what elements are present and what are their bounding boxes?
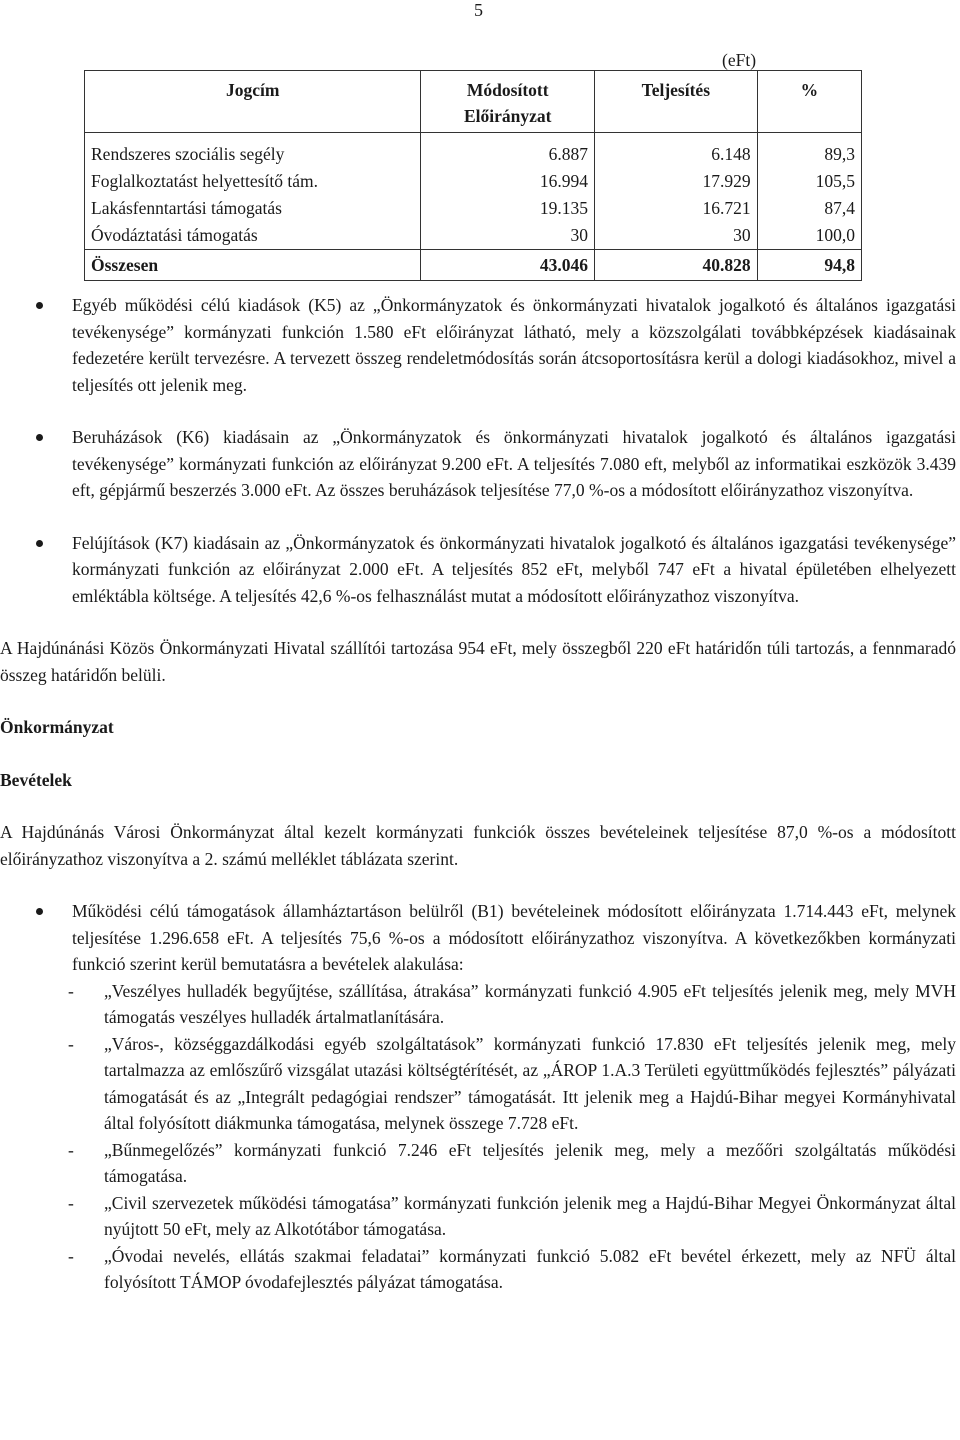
- dash-marker: -: [68, 1192, 74, 1213]
- table-row: [85, 222, 862, 250]
- dash-marker: -: [68, 1245, 74, 1266]
- page-number: 5: [474, 0, 483, 20]
- header-percent: %: [757, 71, 861, 133]
- row-actual: 30: [595, 222, 758, 250]
- bullet-icon: [36, 908, 43, 915]
- total-modified: 43.046: [421, 250, 595, 281]
- row-actual: 17.929: [595, 168, 758, 195]
- row-percent: 105,5: [757, 168, 861, 195]
- dash-text: „Város-, községgazdálkodási egyéb szolgáltatások” kormányzati funkció 17.830 eFt teljesítés jelenik meg, mely tartalmazza az emlőszűrő vizsgálat utazási költségtérítését, az „ÁROP 1.A.3 Területi együttműködés fejlesztés” pályázati támogatását és az „Integrált pedagógiai rendszer” támogatását. Itt jelenik meg a Hajdú-Bihar megyei Kormányhivatal által folyósított diákmunka támogatása, melynek összege 7.728 eFt.: [104, 1033, 956, 1133]
- unit-label: (eFt): [722, 50, 757, 70]
- dash-text: „Bűnmegelőzés” kormányzati funkció 7.246 eFt teljesítés jelenik meg, mely a mezőőri szolgáltatás működési támogatása.: [104, 1139, 956, 1186]
- table-row: [85, 195, 862, 222]
- bullet-icon: [36, 302, 43, 309]
- table-row: [85, 168, 862, 195]
- header-modified: [421, 71, 595, 133]
- row-modified: 19.135: [421, 195, 595, 222]
- dash-item: [0, 978, 960, 1031]
- row-percent: 89,3: [757, 141, 861, 168]
- row-title: Lakásfenntartási támogatás: [85, 195, 421, 222]
- bullet-text: Beruházások (K6) kiadásain az „Önkormányzatok és önkormányzati hivatalok jogalkotó és általános igazgatási tevékenysége” kormányzati funkción az előirányzat 9.200 eFt. A teljesítés 7.080 eft, melyből az informatikai eszközök 3.439 eft, gépjármű beszerzés 3.000 eFt. Az összes beruházások teljesítése 77,0 %-os a módosított előirányzathoz viszonyítva.: [72, 427, 956, 500]
- row-percent: 100,0: [757, 222, 861, 250]
- row-actual: 16.721: [595, 195, 758, 222]
- dash-item: [0, 1031, 960, 1137]
- total-title: Összesen: [85, 250, 421, 281]
- dash-marker: -: [68, 1033, 74, 1054]
- budget-table: [84, 70, 862, 281]
- dash-text: „Óvodai nevelés, ellátás szakmai feladatai” kormányzati funkció 5.082 eFt bevétel érkezett, mely az NFÜ által folyósított TÁMOP óvodafejlesztés pályázat támogatása.: [104, 1245, 956, 1292]
- dash-item: [0, 1137, 960, 1190]
- bullet-item: [0, 898, 960, 978]
- table-row: [85, 141, 862, 168]
- row-title: Foglalkoztatást helyettesítő tám.: [85, 168, 421, 195]
- heading-government: Önkormányzat: [0, 717, 114, 737]
- dash-text: „Veszélyes hulladék begyűjtése, szállítása, átrakása” kormányzati funkció 4.905 eFt teljesítés jelenik meg, mely MVH támogatás veszélyes hulladék ártalmatlanítására.: [104, 980, 956, 1027]
- row-percent: 87,4: [757, 195, 861, 222]
- bullet-text: Felújítások (K7) kiadásain az „Önkormányzatok és önkormányzati hivatalok jogalkotó és általános igazgatási tevékenysége” kormányzati funkción az előirányzat 2.000 eFt. A teljesítés 852 eFt, melyből 747 eFt a hivatal épületében elhelyezett emléktábla költsége. A teljesítés 42,6 %-os felhasználást mutat a módosított előirányzathoz viszonyítva.: [72, 532, 956, 606]
- row-actual: 6.148: [595, 141, 758, 168]
- bullet-text: Működési célú támogatások államháztartáson belülről (B1) bevételeinek módosított előirányzata 1.714.443 eFt, melynek teljesítése 1.296.658 eFt. A teljesítés 75,6 %-os a módosított előirányzathoz viszonyítva. A következőkben kormányzati funkció szerint kerül bemutatásra a bevételek alakulása:: [72, 901, 956, 974]
- dash-item: [0, 1190, 960, 1243]
- table-total-row: [85, 250, 862, 281]
- dash-marker: -: [68, 980, 74, 1001]
- bullet-item: [0, 424, 960, 504]
- bullet-item: [0, 530, 960, 610]
- paragraph-office-debt: A Hajdúnánási Közös Önkormányzati Hivatal szállítói tartozása 954 eFt, mely összegből 220 eFt határidőn túli tartozás, a fennmaradó összeg határidőn belüli.: [0, 638, 956, 685]
- bullet-icon: [36, 540, 43, 547]
- table-header-row: [85, 71, 862, 133]
- total-actual: 40.828: [595, 250, 758, 281]
- dash-text: „Civil szervezetek működési támogatása” kormányzati funkción jelenik meg a Hajdú-Bihar Megyei Önkormányzat által nyújtott 50 eFt, mely az Alkotótábor támogatása.: [104, 1192, 956, 1239]
- header-title: Jogcím: [85, 71, 421, 133]
- row-title: Óvodáztatási támogatás: [85, 222, 421, 250]
- bullet-text: Egyéb működési célú kiadások (K5) az „Önkormányzatok és önkormányzati hivatalok jogalkotó és általános igazgatási tevékenysége” kormányzati funkción 1.580 eFt előirányzat látható, mely a közszolgálati továbbképzések kiadásainak fedezetére került tervezésre. A tervezett összeg rendeletmódosítás során átcsoportosításra kerül a dologi kiadásokhoz, mivel a teljesítés ott jelenik meg.: [72, 295, 956, 395]
- bullet-icon: [36, 434, 43, 441]
- dash-marker: -: [68, 1139, 74, 1160]
- header-actual: Teljesítés: [595, 71, 758, 133]
- header-modified-line2: Előirányzat: [463, 106, 552, 126]
- header-modified-line1: Módosított: [466, 80, 549, 100]
- document-body: [0, 292, 960, 1296]
- row-modified: 6.887: [421, 141, 595, 168]
- row-modified: 30: [421, 222, 595, 250]
- bullet-item: [0, 292, 960, 398]
- row-modified: 16.994: [421, 168, 595, 195]
- total-percent: 94,8: [757, 250, 861, 281]
- dash-item: [0, 1243, 960, 1296]
- paragraph-income: A Hajdúnánás Városi Önkormányzat által kezelt kormányzati funkciók összes bevételeinek teljesítése 87,0 %-os a módosított előirányzathoz viszonyítva a 2. számú melléklet táblázata szerint.: [0, 822, 956, 869]
- row-title: Rendszeres szociális segély: [85, 141, 421, 168]
- heading-income: Bevételek: [0, 769, 72, 790]
